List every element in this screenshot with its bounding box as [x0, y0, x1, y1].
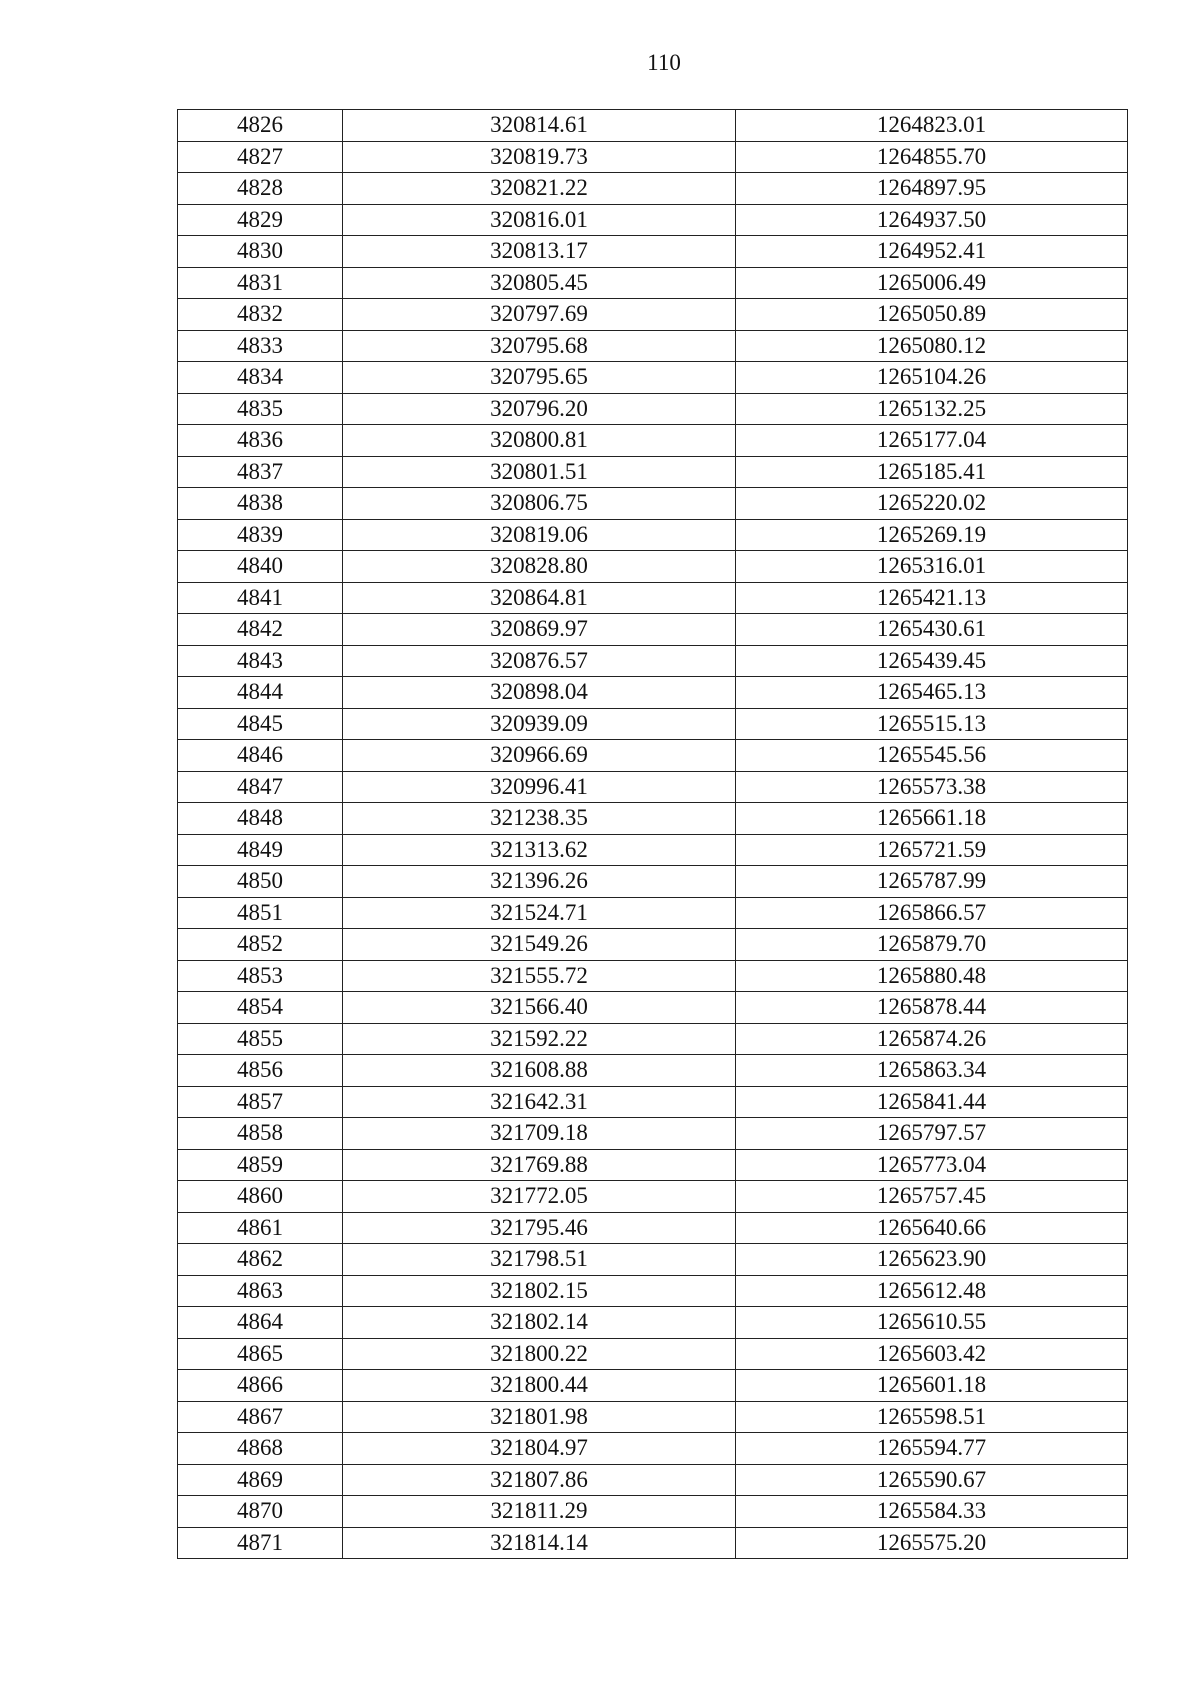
table-row: [178, 330, 1128, 362]
x-coordinate-cell: 320795.65: [343, 362, 736, 394]
x-coordinate-cell: 320939.09: [343, 708, 736, 740]
point-number-cell: 4842: [178, 614, 343, 646]
x-coordinate-cell: 321798.51: [343, 1244, 736, 1276]
table-row: [178, 614, 1128, 646]
point-number-cell: 4833: [178, 330, 343, 362]
y-coordinate-cell: 1264952.41: [736, 236, 1128, 268]
point-number-cell: 4850: [178, 866, 343, 898]
table-row: [178, 110, 1128, 142]
x-coordinate-cell: 321566.40: [343, 992, 736, 1024]
x-coordinate-cell: 320800.81: [343, 425, 736, 457]
x-coordinate-cell: 321608.88: [343, 1055, 736, 1087]
table-row: [178, 1433, 1128, 1465]
x-coordinate-cell: 321811.29: [343, 1496, 736, 1528]
point-number-cell: 4853: [178, 960, 343, 992]
x-coordinate-cell: 321642.31: [343, 1086, 736, 1118]
table-row: [178, 204, 1128, 236]
point-number-cell: 4841: [178, 582, 343, 614]
y-coordinate-cell: 1265623.90: [736, 1244, 1128, 1276]
table-row: [178, 1464, 1128, 1496]
x-coordinate-cell: 320814.61: [343, 110, 736, 142]
y-coordinate-cell: 1264855.70: [736, 141, 1128, 173]
x-coordinate-cell: 321238.35: [343, 803, 736, 835]
x-coordinate-cell: 320801.51: [343, 456, 736, 488]
x-coordinate-cell: 321802.14: [343, 1307, 736, 1339]
y-coordinate-cell: 1265757.45: [736, 1181, 1128, 1213]
point-number-cell: 4829: [178, 204, 343, 236]
y-coordinate-cell: 1264897.95: [736, 173, 1128, 205]
x-coordinate-cell: 321524.71: [343, 897, 736, 929]
x-coordinate-cell: 320864.81: [343, 582, 736, 614]
y-coordinate-cell: 1265584.33: [736, 1496, 1128, 1528]
x-coordinate-cell: 321313.62: [343, 834, 736, 866]
table-row: [178, 708, 1128, 740]
table-row: [178, 897, 1128, 929]
y-coordinate-cell: 1265874.26: [736, 1023, 1128, 1055]
table-body: [178, 110, 1128, 1559]
y-coordinate-cell: 1265878.44: [736, 992, 1128, 1024]
point-number-cell: 4863: [178, 1275, 343, 1307]
table-row: [178, 299, 1128, 331]
y-coordinate-cell: 1265185.41: [736, 456, 1128, 488]
x-coordinate-cell: 320816.01: [343, 204, 736, 236]
table-row: [178, 488, 1128, 520]
point-number-cell: 4840: [178, 551, 343, 583]
table-row: [178, 992, 1128, 1024]
x-coordinate-cell: 320869.97: [343, 614, 736, 646]
point-number-cell: 4856: [178, 1055, 343, 1087]
y-coordinate-cell: 1265866.57: [736, 897, 1128, 929]
table-row: [178, 551, 1128, 583]
table-row: [178, 1181, 1128, 1213]
point-number-cell: 4869: [178, 1464, 343, 1496]
point-number-cell: 4836: [178, 425, 343, 457]
point-number-cell: 4845: [178, 708, 343, 740]
y-coordinate-cell: 1265661.18: [736, 803, 1128, 835]
table-row: [178, 771, 1128, 803]
x-coordinate-cell: 321804.97: [343, 1433, 736, 1465]
point-number-cell: 4865: [178, 1338, 343, 1370]
point-number-cell: 4864: [178, 1307, 343, 1339]
y-coordinate-cell: 1265594.77: [736, 1433, 1128, 1465]
table-row: [178, 393, 1128, 425]
point-number-cell: 4858: [178, 1118, 343, 1150]
table-row: [178, 1244, 1128, 1276]
point-number-cell: 4828: [178, 173, 343, 205]
x-coordinate-cell: 321396.26: [343, 866, 736, 898]
table-row: [178, 1307, 1128, 1339]
point-number-cell: 4857: [178, 1086, 343, 1118]
table-row: [178, 677, 1128, 709]
point-number-cell: 4862: [178, 1244, 343, 1276]
x-coordinate-cell: 320819.06: [343, 519, 736, 551]
y-coordinate-cell: 1265879.70: [736, 929, 1128, 961]
x-coordinate-cell: 320805.45: [343, 267, 736, 299]
y-coordinate-cell: 1265797.57: [736, 1118, 1128, 1150]
table-row: [178, 456, 1128, 488]
table-row: [178, 1275, 1128, 1307]
table-row: [178, 740, 1128, 772]
point-number-cell: 4870: [178, 1496, 343, 1528]
y-coordinate-cell: 1265841.44: [736, 1086, 1128, 1118]
point-number-cell: 4854: [178, 992, 343, 1024]
x-coordinate-cell: 320796.20: [343, 393, 736, 425]
y-coordinate-cell: 1265006.49: [736, 267, 1128, 299]
point-number-cell: 4831: [178, 267, 343, 299]
y-coordinate-cell: 1265177.04: [736, 425, 1128, 457]
table-row: [178, 1370, 1128, 1402]
table-row: [178, 960, 1128, 992]
x-coordinate-cell: 320821.22: [343, 173, 736, 205]
point-number-cell: 4832: [178, 299, 343, 331]
x-coordinate-cell: 320813.17: [343, 236, 736, 268]
table-row: [178, 1496, 1128, 1528]
point-number-cell: 4835: [178, 393, 343, 425]
table-row: [178, 866, 1128, 898]
point-number-cell: 4866: [178, 1370, 343, 1402]
x-coordinate-cell: 321795.46: [343, 1212, 736, 1244]
y-coordinate-cell: 1265220.02: [736, 488, 1128, 520]
table-row: [178, 645, 1128, 677]
coordinate-table: [177, 109, 1128, 1559]
table-row: [178, 519, 1128, 551]
x-coordinate-cell: 320819.73: [343, 141, 736, 173]
point-number-cell: 4839: [178, 519, 343, 551]
x-coordinate-cell: 320966.69: [343, 740, 736, 772]
x-coordinate-cell: 321555.72: [343, 960, 736, 992]
y-coordinate-cell: 1265773.04: [736, 1149, 1128, 1181]
y-coordinate-cell: 1265439.45: [736, 645, 1128, 677]
x-coordinate-cell: 321800.44: [343, 1370, 736, 1402]
point-number-cell: 4867: [178, 1401, 343, 1433]
y-coordinate-cell: 1265598.51: [736, 1401, 1128, 1433]
point-number-cell: 4851: [178, 897, 343, 929]
table-row: [178, 834, 1128, 866]
y-coordinate-cell: 1265430.61: [736, 614, 1128, 646]
table-row: [178, 362, 1128, 394]
y-coordinate-cell: 1265080.12: [736, 330, 1128, 362]
x-coordinate-cell: 321802.15: [343, 1275, 736, 1307]
y-coordinate-cell: 1265421.13: [736, 582, 1128, 614]
x-coordinate-cell: 320795.68: [343, 330, 736, 362]
y-coordinate-cell: 1265573.38: [736, 771, 1128, 803]
y-coordinate-cell: 1265316.01: [736, 551, 1128, 583]
x-coordinate-cell: 320806.75: [343, 488, 736, 520]
point-number-cell: 4827: [178, 141, 343, 173]
y-coordinate-cell: 1265132.25: [736, 393, 1128, 425]
table-row: [178, 582, 1128, 614]
table-row: [178, 267, 1128, 299]
x-coordinate-cell: 320797.69: [343, 299, 736, 331]
y-coordinate-cell: 1265863.34: [736, 1055, 1128, 1087]
y-coordinate-cell: 1265515.13: [736, 708, 1128, 740]
point-number-cell: 4871: [178, 1527, 343, 1559]
point-number-cell: 4837: [178, 456, 343, 488]
table-row: [178, 173, 1128, 205]
point-number-cell: 4849: [178, 834, 343, 866]
y-coordinate-cell: 1265590.67: [736, 1464, 1128, 1496]
y-coordinate-cell: 1265880.48: [736, 960, 1128, 992]
table-row: [178, 1401, 1128, 1433]
point-number-cell: 4848: [178, 803, 343, 835]
y-coordinate-cell: 1265601.18: [736, 1370, 1128, 1402]
point-number-cell: 4843: [178, 645, 343, 677]
x-coordinate-cell: 320898.04: [343, 677, 736, 709]
point-number-cell: 4847: [178, 771, 343, 803]
y-coordinate-cell: 1265603.42: [736, 1338, 1128, 1370]
y-coordinate-cell: 1265545.56: [736, 740, 1128, 772]
x-coordinate-cell: 320996.41: [343, 771, 736, 803]
y-coordinate-cell: 1265721.59: [736, 834, 1128, 866]
x-coordinate-cell: 321814.14: [343, 1527, 736, 1559]
point-number-cell: 4834: [178, 362, 343, 394]
x-coordinate-cell: 321549.26: [343, 929, 736, 961]
y-coordinate-cell: 1265104.26: [736, 362, 1128, 394]
y-coordinate-cell: 1265575.20: [736, 1527, 1128, 1559]
y-coordinate-cell: 1265050.89: [736, 299, 1128, 331]
table-row: [178, 425, 1128, 457]
point-number-cell: 4861: [178, 1212, 343, 1244]
y-coordinate-cell: 1264823.01: [736, 110, 1128, 142]
x-coordinate-cell: 321772.05: [343, 1181, 736, 1213]
table-row: [178, 803, 1128, 835]
x-coordinate-cell: 320876.57: [343, 645, 736, 677]
y-coordinate-cell: 1265612.48: [736, 1275, 1128, 1307]
y-coordinate-cell: 1265465.13: [736, 677, 1128, 709]
table-row: [178, 1527, 1128, 1559]
table-row: [178, 1118, 1128, 1150]
table-row: [178, 1338, 1128, 1370]
y-coordinate-cell: 1265787.99: [736, 866, 1128, 898]
point-number-cell: 4868: [178, 1433, 343, 1465]
y-coordinate-cell: 1264937.50: [736, 204, 1128, 236]
y-coordinate-cell: 1265610.55: [736, 1307, 1128, 1339]
x-coordinate-cell: 321592.22: [343, 1023, 736, 1055]
point-number-cell: 4852: [178, 929, 343, 961]
x-coordinate-cell: 321709.18: [343, 1118, 736, 1150]
x-coordinate-cell: 321807.86: [343, 1464, 736, 1496]
table-row: [178, 1149, 1128, 1181]
point-number-cell: 4855: [178, 1023, 343, 1055]
x-coordinate-cell: 321800.22: [343, 1338, 736, 1370]
page-number: 110: [647, 50, 681, 75]
point-number-cell: 4826: [178, 110, 343, 142]
table-row: [178, 1023, 1128, 1055]
point-number-cell: 4859: [178, 1149, 343, 1181]
table-row: [178, 1055, 1128, 1087]
point-number-cell: 4838: [178, 488, 343, 520]
table-row: [178, 1086, 1128, 1118]
point-number-cell: 4830: [178, 236, 343, 268]
y-coordinate-cell: 1265640.66: [736, 1212, 1128, 1244]
x-coordinate-cell: 320828.80: [343, 551, 736, 583]
point-number-cell: 4844: [178, 677, 343, 709]
point-number-cell: 4846: [178, 740, 343, 772]
table-row: [178, 1212, 1128, 1244]
table-row: [178, 141, 1128, 173]
x-coordinate-cell: 321801.98: [343, 1401, 736, 1433]
table-row: [178, 929, 1128, 961]
point-number-cell: 4860: [178, 1181, 343, 1213]
y-coordinate-cell: 1265269.19: [736, 519, 1128, 551]
table-row: [178, 236, 1128, 268]
x-coordinate-cell: 321769.88: [343, 1149, 736, 1181]
